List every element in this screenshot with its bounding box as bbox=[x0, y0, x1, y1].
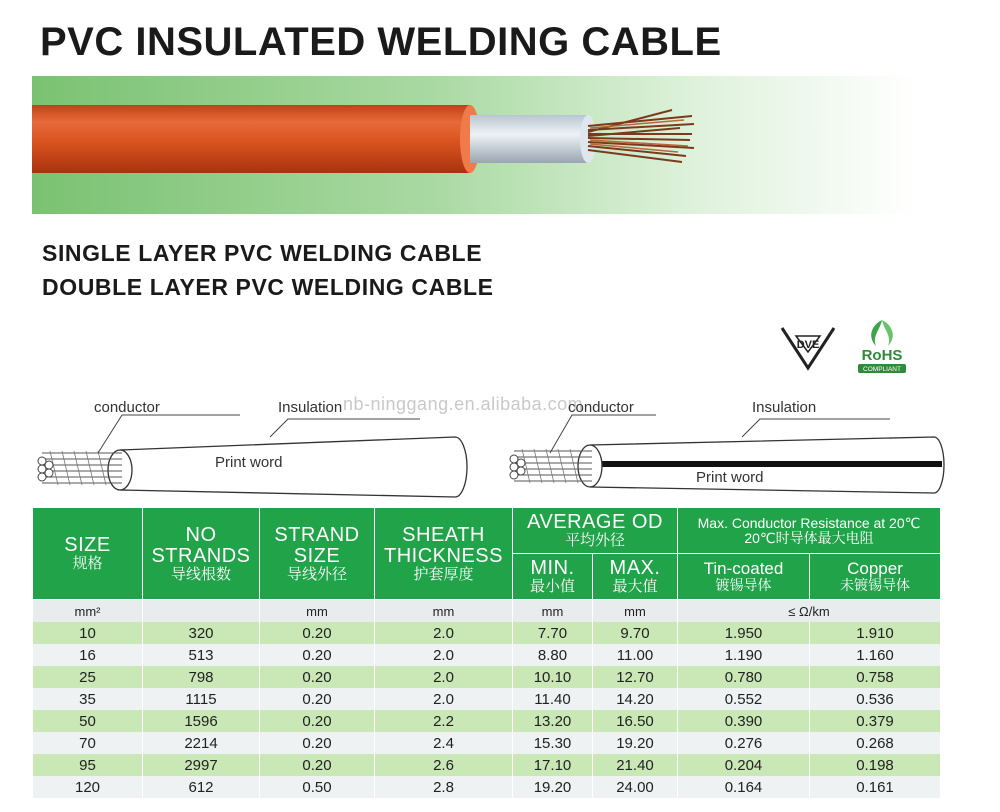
cell-od-max: 12.70 bbox=[593, 666, 678, 688]
table-body bbox=[33, 622, 941, 798]
watermark: nb-ninggang.en.alibaba.com bbox=[343, 394, 584, 414]
cell-tin-coated: 0.390 bbox=[678, 710, 810, 732]
single-insulation-label: Insulation bbox=[278, 399, 343, 416]
header-copper-en: Copper bbox=[847, 559, 903, 579]
cell-tin-coated: 0.276 bbox=[678, 732, 810, 754]
cell-sheath: 2.0 bbox=[375, 666, 513, 688]
cell-tin-coated: 0.164 bbox=[678, 776, 810, 798]
header-size-en: SIZE bbox=[64, 534, 111, 557]
subtitle-single-layer: SINGLE LAYER PVC WELDING CABLE bbox=[42, 240, 483, 266]
cell-copper: 0.161 bbox=[810, 776, 941, 798]
cell-strand-size: 0.20 bbox=[260, 666, 375, 688]
cell-tin-coated: 0.780 bbox=[678, 666, 810, 688]
cell-no-strands: 2997 bbox=[143, 754, 260, 776]
header-copper bbox=[810, 554, 941, 600]
table-row bbox=[33, 732, 941, 754]
table-row bbox=[33, 754, 941, 776]
unit-cell: ≤ Ω/km bbox=[678, 600, 941, 623]
header-max-cn: 最大值 bbox=[612, 578, 658, 596]
cell-copper: 0.268 bbox=[810, 732, 941, 754]
header-resistance-cn: 20℃时导体最大电阻 bbox=[744, 529, 874, 546]
header-sheath-en: SHEATH THICKNESS bbox=[384, 523, 503, 567]
cell-sheath: 2.4 bbox=[375, 732, 513, 754]
cell-od-min: 11.40 bbox=[513, 688, 593, 710]
cell-od-max: 14.20 bbox=[593, 688, 678, 710]
cell-size: 50 bbox=[33, 710, 143, 732]
header-size bbox=[33, 508, 143, 600]
cell-od-min: 15.30 bbox=[513, 732, 593, 754]
dve-logo-text: DVE bbox=[796, 339, 820, 351]
header-average-od bbox=[513, 508, 678, 554]
cell-tin-coated: 0.204 bbox=[678, 754, 810, 776]
cell-tin-coated: 0.552 bbox=[678, 688, 810, 710]
header-no-strands bbox=[143, 508, 260, 600]
header-min-cn: 最小值 bbox=[529, 578, 575, 596]
header-max-en: MAX. bbox=[609, 557, 661, 580]
single-conductor-label: conductor bbox=[94, 399, 160, 416]
double-conductor-label: conductor bbox=[568, 399, 634, 416]
cell-od-min: 7.70 bbox=[513, 622, 593, 644]
header-sheath bbox=[375, 508, 513, 600]
cell-no-strands: 1115 bbox=[143, 688, 260, 710]
cell-strand-size: 0.20 bbox=[260, 710, 375, 732]
rohs-logo-text: RoHS bbox=[861, 347, 903, 364]
cell-od-max: 21.40 bbox=[593, 754, 678, 776]
cell-copper: 0.198 bbox=[810, 754, 941, 776]
cell-no-strands: 1596 bbox=[143, 710, 260, 732]
table-row bbox=[33, 710, 941, 732]
cell-copper: 1.910 bbox=[810, 622, 941, 644]
header-size-cn: 规格 bbox=[72, 555, 103, 573]
cell-strand-size: 0.20 bbox=[260, 754, 375, 776]
cell-strand-size: 0.20 bbox=[260, 732, 375, 754]
cell-no-strands: 798 bbox=[143, 666, 260, 688]
header-strand-size bbox=[260, 508, 375, 600]
cell-no-strands: 513 bbox=[143, 644, 260, 666]
cell-no-strands: 2214 bbox=[143, 732, 260, 754]
cell-sheath: 2.0 bbox=[375, 622, 513, 644]
cell-size: 25 bbox=[33, 666, 143, 688]
header-no-strands-en: NO STRANDS bbox=[151, 523, 251, 567]
subtitle-double-layer: DOUBLE LAYER PVC WELDING CABLE bbox=[42, 274, 494, 300]
unit-cell: mm bbox=[513, 600, 593, 623]
header-average-od-cn: 平均外径 bbox=[564, 532, 625, 550]
header-no-strands-cn: 导线根数 bbox=[170, 565, 231, 583]
header-sheath-cn: 护套厚度 bbox=[413, 565, 474, 583]
cell-copper: 0.536 bbox=[810, 688, 941, 710]
cell-size: 70 bbox=[33, 732, 143, 754]
cable-photo-banner bbox=[32, 76, 918, 214]
unit-cell: mm bbox=[375, 600, 513, 623]
cell-no-strands: 612 bbox=[143, 776, 260, 798]
header-min bbox=[513, 554, 593, 600]
cell-od-min: 13.20 bbox=[513, 710, 593, 732]
header-average-od-en: AVERAGE OD bbox=[527, 511, 663, 534]
cell-size: 16 bbox=[33, 644, 143, 666]
header-max bbox=[593, 554, 678, 600]
single-print-word-label: Print word bbox=[215, 454, 283, 471]
cell-od-max: 19.20 bbox=[593, 732, 678, 754]
table-row bbox=[33, 688, 941, 710]
cell-sheath: 2.0 bbox=[375, 688, 513, 710]
cell-od-min: 10.10 bbox=[513, 666, 593, 688]
double-print-word-label: Print word bbox=[696, 469, 764, 486]
cell-od-min: 8.80 bbox=[513, 644, 593, 666]
rohs-logo bbox=[852, 316, 912, 378]
cell-sheath: 2.6 bbox=[375, 754, 513, 776]
header-min-en: MIN. bbox=[530, 557, 575, 580]
cell-od-max: 11.00 bbox=[593, 644, 678, 666]
header-strand-size-cn: 导线外径 bbox=[286, 565, 347, 583]
table-row bbox=[33, 776, 941, 798]
cell-od-max: 24.00 bbox=[593, 776, 678, 798]
cell-sheath: 2.8 bbox=[375, 776, 513, 798]
units-row bbox=[33, 600, 941, 623]
table-row bbox=[33, 666, 941, 688]
cell-size: 10 bbox=[33, 622, 143, 644]
unit-cell: mm bbox=[593, 600, 678, 623]
cell-tin-coated: 1.190 bbox=[678, 644, 810, 666]
dve-logo bbox=[778, 322, 838, 372]
cell-no-strands: 320 bbox=[143, 622, 260, 644]
cell-od-min: 17.10 bbox=[513, 754, 593, 776]
cell-strand-size: 0.20 bbox=[260, 688, 375, 710]
unit-cell: mm² bbox=[33, 600, 143, 623]
cell-tin-coated: 1.950 bbox=[678, 622, 810, 644]
cable-illustration bbox=[32, 76, 918, 214]
cell-sheath: 2.0 bbox=[375, 644, 513, 666]
cell-sheath: 2.2 bbox=[375, 710, 513, 732]
table-row bbox=[33, 622, 941, 644]
header-resistance-en: Max. Conductor Resistance at 20℃ bbox=[697, 514, 921, 531]
cell-od-min: 19.20 bbox=[513, 776, 593, 798]
cell-od-max: 16.50 bbox=[593, 710, 678, 732]
page-title: PVC INSULATED WELDING CABLE bbox=[40, 20, 722, 64]
rohs-logo-subtext: COMPLIANT bbox=[863, 366, 901, 373]
header-resistance bbox=[678, 508, 941, 554]
header-copper-cn: 未镀锡导体 bbox=[840, 577, 910, 594]
unit-cell bbox=[143, 600, 260, 623]
cell-od-max: 9.70 bbox=[593, 622, 678, 644]
cell-size: 35 bbox=[33, 688, 143, 710]
header-tin-coated bbox=[678, 554, 810, 600]
cell-copper: 0.379 bbox=[810, 710, 941, 732]
cell-strand-size: 0.50 bbox=[260, 776, 375, 798]
cell-strand-size: 0.20 bbox=[260, 644, 375, 666]
table-row bbox=[33, 644, 941, 666]
header-tin-coated-en: Tin-coated bbox=[703, 559, 784, 579]
cell-size: 95 bbox=[33, 754, 143, 776]
header-strand-size-en: STRAND SIZE bbox=[274, 523, 360, 567]
cell-copper: 0.758 bbox=[810, 666, 941, 688]
unit-cell: mm bbox=[260, 600, 375, 623]
header-tin-coated-cn: 镀锡导体 bbox=[715, 577, 772, 594]
cell-size: 120 bbox=[33, 776, 143, 798]
cell-strand-size: 0.20 bbox=[260, 622, 375, 644]
cell-copper: 1.160 bbox=[810, 644, 941, 666]
double-insulation-label: Insulation bbox=[752, 399, 817, 416]
spec-table bbox=[32, 507, 941, 798]
